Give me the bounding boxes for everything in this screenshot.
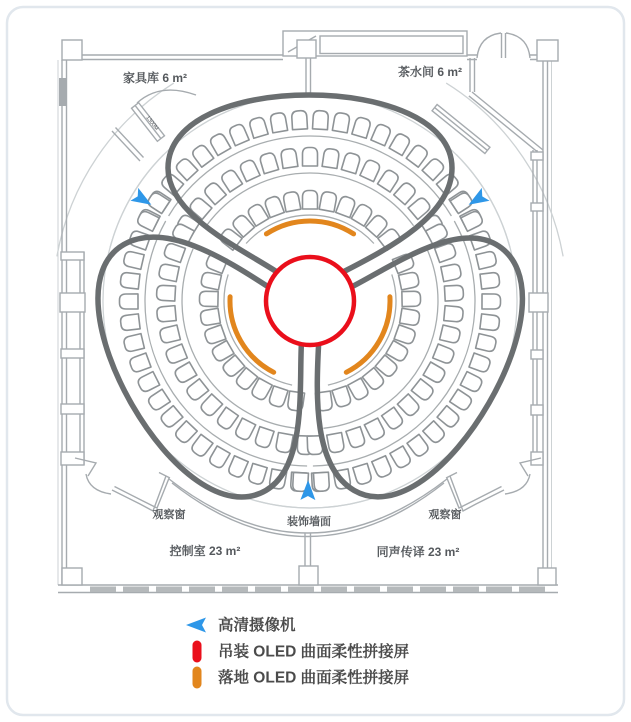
seat bbox=[480, 272, 500, 289]
decorative-wall-label: 装饰墙面 bbox=[287, 516, 331, 528]
wall-hatch-strip bbox=[321, 587, 347, 593]
wall-hatch-strip bbox=[486, 587, 512, 593]
right-pilaster bbox=[531, 152, 543, 160]
seat bbox=[303, 148, 318, 167]
wall-hatch-strip bbox=[90, 587, 116, 593]
bottom-center-column bbox=[299, 566, 318, 585]
seat bbox=[327, 433, 345, 454]
left-pilaster bbox=[61, 252, 84, 260]
right-pilaster bbox=[531, 203, 543, 211]
right-pilaster bbox=[531, 350, 543, 359]
observation-window-right-label: 观察窗 bbox=[428, 509, 462, 521]
wall-hatch-strip bbox=[453, 587, 479, 593]
left-pilaster bbox=[61, 404, 84, 414]
door-width-label: 1300M bbox=[144, 114, 160, 132]
tea-room-label: 茶水间 6 m² bbox=[397, 65, 463, 79]
legend-orange-bar-icon bbox=[193, 667, 202, 689]
wall-hatch-strip bbox=[420, 587, 446, 593]
wall-hatch-strip bbox=[519, 587, 545, 593]
ceiling-oled-screen-ring bbox=[266, 257, 354, 345]
wall-hatch-strip bbox=[255, 587, 281, 593]
seat bbox=[312, 110, 328, 129]
seat bbox=[482, 294, 501, 309]
left-column bbox=[60, 293, 85, 312]
wall-hatch-strip bbox=[123, 587, 149, 593]
seat bbox=[313, 472, 329, 491]
left-pilaster bbox=[61, 452, 84, 465]
seat bbox=[444, 285, 463, 301]
seat bbox=[200, 271, 221, 289]
legend-red-bar-icon bbox=[193, 641, 202, 663]
seat bbox=[291, 110, 307, 129]
seat bbox=[158, 263, 179, 281]
seat bbox=[120, 314, 140, 331]
wall-hatch-strip bbox=[222, 587, 248, 593]
corner-column-tr bbox=[537, 40, 558, 61]
seat bbox=[402, 291, 421, 306]
corner-column-bl bbox=[62, 568, 82, 585]
seat bbox=[156, 306, 176, 323]
seat bbox=[119, 294, 138, 309]
furniture-room-label: 家具库 6 m² bbox=[122, 71, 188, 85]
legend-ceiling-oled-label: 吊装 OLED 曲面柔性拼接屏 bbox=[218, 643, 410, 661]
seat bbox=[283, 191, 301, 212]
top-center-column bbox=[297, 40, 316, 58]
seat bbox=[319, 191, 337, 212]
seat bbox=[280, 148, 298, 168]
seat bbox=[444, 306, 464, 323]
control-room-label: 控制室 23 m² bbox=[169, 544, 241, 558]
left-wall-window bbox=[59, 78, 66, 106]
seat bbox=[480, 314, 500, 331]
seat bbox=[399, 271, 420, 289]
wall-hatch-strip bbox=[387, 587, 413, 593]
wall-hatch-strip bbox=[156, 587, 182, 593]
legend-camera-label: 高清摄像机 bbox=[218, 617, 296, 634]
right-column bbox=[529, 293, 548, 312]
seat bbox=[156, 285, 175, 301]
seat bbox=[270, 112, 288, 133]
seat bbox=[441, 263, 462, 281]
wall-hatch-strip bbox=[288, 587, 314, 593]
wall-hatch-strip bbox=[189, 587, 215, 593]
seat bbox=[120, 272, 140, 289]
wall-hatch-strip bbox=[354, 587, 380, 593]
top-closet-inner bbox=[320, 36, 463, 54]
seat bbox=[400, 308, 421, 326]
left-pilaster bbox=[61, 349, 84, 358]
interpretation-room-label: 同声传译 23 m² bbox=[376, 545, 460, 559]
legend-floor-oled-label: 落地 OLED 曲面柔性拼接屏 bbox=[218, 669, 410, 687]
seat bbox=[332, 112, 350, 133]
seat bbox=[199, 291, 218, 306]
seat bbox=[200, 308, 221, 326]
right-pilaster bbox=[531, 405, 543, 415]
observation-window-left-label: 观察窗 bbox=[152, 509, 186, 521]
seat bbox=[303, 191, 318, 210]
corner-column-tl bbox=[62, 40, 82, 60]
seat bbox=[322, 148, 340, 168]
corner-column-br bbox=[538, 568, 556, 585]
